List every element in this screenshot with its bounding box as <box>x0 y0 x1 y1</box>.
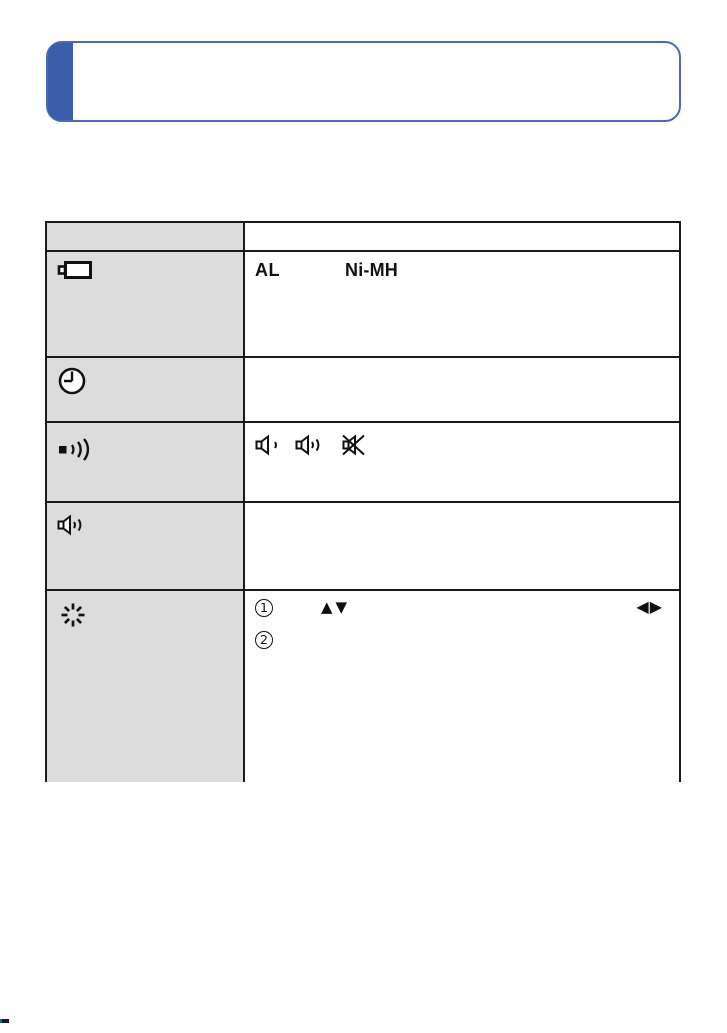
monitor-setting-cell <box>47 591 245 782</box>
speaker-volume-icon <box>57 513 89 537</box>
table-header-left-cell <box>47 223 245 250</box>
beep-level-options <box>255 433 368 457</box>
volume-setting-content <box>245 503 679 589</box>
section-header-box <box>46 41 681 122</box>
clock-setting-cell <box>47 358 245 421</box>
table-row <box>47 591 679 782</box>
battery-type-text-alkaline: AL <box>255 260 280 280</box>
volume-setting-cell <box>47 503 245 589</box>
header-accent-bar <box>48 43 73 120</box>
table-row <box>47 503 679 591</box>
settings-table <box>45 221 681 782</box>
speaker-volume-high-icon <box>295 433 327 457</box>
speaker-volume-low-icon <box>255 433 282 457</box>
page-edge-artifact <box>0 1019 9 1023</box>
speaker-mute-icon <box>340 433 368 457</box>
step-2-number: 2 <box>255 631 273 649</box>
step-1-number: 1 <box>255 599 273 617</box>
beep-icon <box>57 435 101 465</box>
battery-type-text-nimh: Ni-MH <box>345 260 398 280</box>
beep-setting-cell <box>47 423 245 501</box>
up-down-arrows-icon: ▲▼ <box>321 598 351 616</box>
monitor-setting-content <box>245 591 679 782</box>
table-row <box>47 358 679 423</box>
clock-setting-content <box>245 358 679 421</box>
battery-icon <box>57 260 93 280</box>
left-right-arrows-icon: ◀▶ <box>636 597 663 616</box>
battery-setting-cell <box>47 252 245 356</box>
table-row <box>47 423 679 503</box>
table-row <box>47 223 679 252</box>
beep-setting-content <box>245 423 679 501</box>
table-header-right-cell <box>245 223 679 250</box>
battery-setting-content <box>245 252 679 356</box>
monitor-brightness-icon <box>57 599 89 631</box>
table-row <box>47 252 679 358</box>
clock-icon <box>57 366 87 396</box>
